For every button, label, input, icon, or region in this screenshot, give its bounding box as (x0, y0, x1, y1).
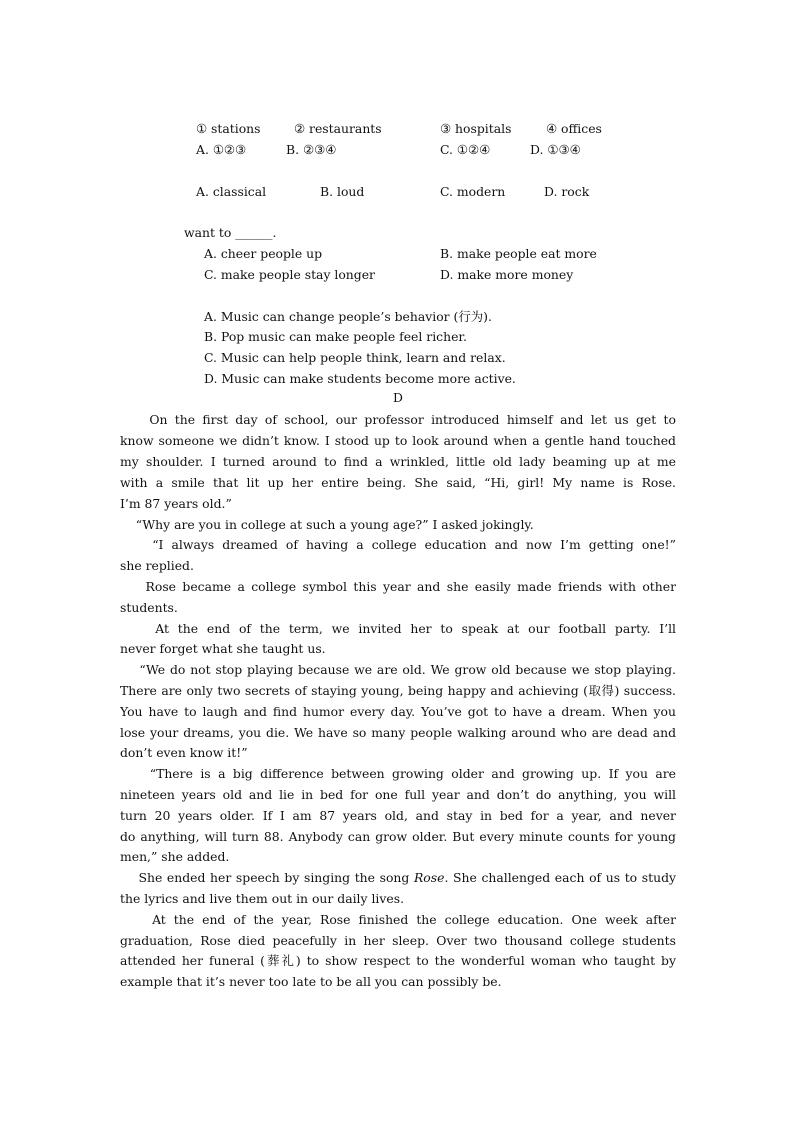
passage-line: There are only two secrets of staying young, being happy and achieving (取得) success. (120, 683, 676, 698)
question-11-option-a-line (120, 306, 676, 327)
option-a: A. cheer people up (204, 246, 323, 261)
option-c: C. Music can help people think, learn and relax. (204, 350, 506, 365)
passage-line: graduation, Rose died peacefully in her sleep. Over two thousand college students (120, 933, 676, 948)
option-a: A. ①②③ (196, 142, 247, 157)
option-b: B. Pop music can make people feel richer. (204, 329, 467, 344)
option-d: D. ①③④ (530, 142, 581, 157)
question-8-stem-line (120, 97, 676, 118)
question-8-items (120, 118, 676, 139)
passage-line: example that it’s never too late to be all you can possibly be. (120, 974, 502, 989)
passage-line: Rose became a college symbol this year and she easily made friends with other (120, 579, 676, 594)
question-8-options (120, 139, 676, 160)
option-c: C. ①②④ (440, 142, 491, 157)
question-10-options-row-1 (120, 243, 676, 264)
passage-line: never forget what she taught us. (120, 641, 326, 656)
passage-line: She ended her speech by singing the song Rose. She challenged each of us to study (120, 870, 676, 885)
item-1: ① stations (196, 121, 261, 136)
question-10-options-row-2 (120, 264, 676, 285)
passage-line: At the end of the term, we invited her to speak at our football party. I’ll (120, 621, 676, 636)
option-a: A. classical (196, 184, 267, 199)
passage-line: nineteen years old and lie in bed for one full year and don’t do anything, you will (120, 787, 676, 802)
passage-line: At the end of the year, Rose finished the college education. One week after (120, 912, 676, 927)
option-b: B. ②③④ (286, 142, 337, 157)
question-11-stem-line (120, 285, 676, 306)
question-9-options (120, 181, 676, 202)
question-10-stem-cont: want to ______. (184, 225, 277, 240)
passage-line: You have to laugh and find humor every day. You’ve got to have a dream. When you (120, 704, 676, 719)
passage-line: know someone we didn’t know. I stood up to look around when a gentle hand touched (120, 433, 676, 448)
item-3: ③ hospitals (440, 121, 512, 136)
option-c: C. make people stay longer (204, 267, 375, 282)
passage-line: men,” she added. (120, 849, 230, 864)
option-b: B. loud (320, 184, 365, 199)
song-title: Rose (413, 870, 445, 885)
passage-line: my shoulder. I turned around to find a wrinkled, little old lady beaming up at me (120, 454, 676, 469)
item-2: ② restaurants (294, 121, 382, 136)
passage-line: On the first day of school, our professor introduced himself and let us get to (120, 412, 676, 427)
question-10-stem-line (120, 202, 676, 223)
question-11-option-d-line (120, 368, 676, 389)
passage-line: do anything, will turn 88. Anybody can grow older. But every minute counts for young (120, 829, 676, 844)
passage-line: I’m 87 years old.” (120, 496, 232, 511)
passage-line: the lyrics and live them out in our daily lives. (120, 891, 405, 906)
option-d: D. Music can make students become more active. (204, 371, 516, 386)
option-d: D. make more money (440, 267, 574, 282)
passage-line: students. (120, 600, 178, 615)
passage-line: with a smile that lit up her entire being. She said, “Hi, girl! My name is Rose. (120, 475, 676, 490)
option-a: A. Music can change people’s behavior (行为). (204, 309, 492, 324)
passage-line: lose your dreams, you die. We have so many people walking around who are dead and (120, 725, 676, 740)
item-4: ④ offices (546, 121, 602, 136)
question-12-stem-line (120, 992, 676, 1013)
passage-line: “I always dreamed of having a college education and now I’m getting one!” (120, 537, 676, 552)
option-c: C. modern (440, 184, 506, 199)
option-d: D. rock (544, 184, 590, 199)
question-10-stem-line-2 (120, 222, 676, 243)
passage-line: turn 20 years older. If I am 87 years old, and stay in bed for a year, and never (120, 808, 676, 823)
passage-title: D (393, 390, 403, 405)
question-11-option-c-line (120, 347, 676, 368)
question-11-option-b-line (120, 326, 676, 347)
passage-line: “There is a big difference between growing older and growing up. If you are (120, 766, 676, 781)
question-9-stem-line (120, 160, 676, 181)
option-b: B. make people eat more (440, 246, 597, 261)
passage-line: attended her funeral (葬礼) to show respect to the wonderful woman who taught by (120, 953, 676, 968)
passage-line: “Why are you in college at such a young age?” I asked jokingly. (120, 517, 534, 532)
passage-line: she replied. (120, 558, 194, 573)
passage-line: “We do not stop playing because we are old. We grow old because we stop playing. (120, 662, 676, 677)
passage-line: don’t even know it!” (120, 745, 248, 760)
